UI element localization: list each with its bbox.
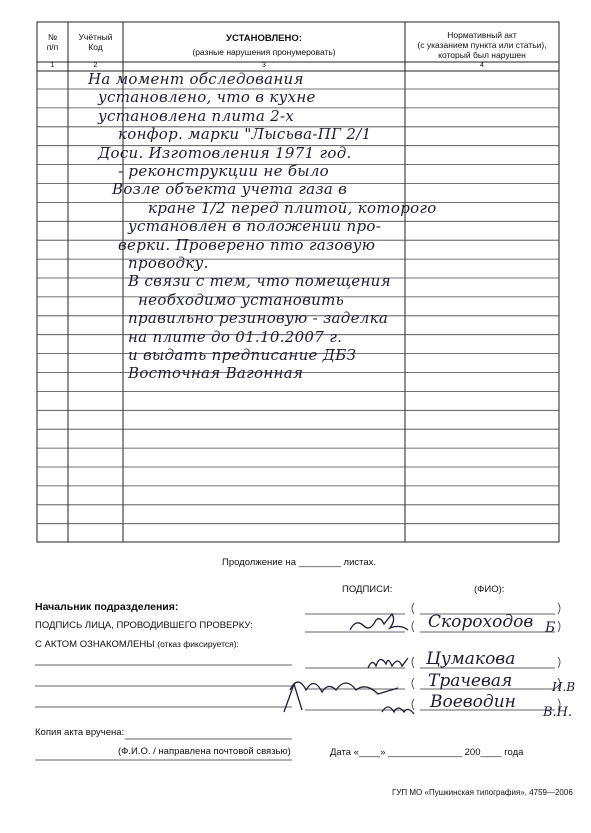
continuation-note: Продолжение на ________ листах. — [222, 557, 377, 568]
signature-initial-2: И.В — [552, 680, 576, 694]
handwritten-line: верки. Проверено пто газовую — [118, 235, 376, 254]
handwritten-line: - реконструкции не было — [118, 162, 330, 180]
fio-label: (ФИО): — [474, 584, 505, 595]
copy-handed-label: Копия акта вручена: — [35, 727, 125, 738]
colnum-2: 2 — [93, 62, 98, 69]
signature-1 — [350, 614, 408, 630]
signature-name-3: Трачевая — [428, 671, 513, 691]
head-of-division-label: Начальник подразделения: — [35, 601, 179, 613]
signature-initial-3: В.Н. — [543, 705, 573, 720]
signature-4 — [382, 707, 414, 714]
handwritten-line: проводку. — [128, 254, 209, 272]
handwritten-line: конфор. марки "Лысьва-ПГ 2/1 — [118, 125, 372, 144]
handwritten-line: правильно резиновую - заделка — [128, 309, 389, 328]
handwritten-line: В связи с тем, что помещения — [128, 272, 391, 291]
signature-name-1: Скороходов — [428, 612, 534, 632]
handwritten-line: Доси. Изготовления 1971 год. — [98, 143, 352, 162]
handwritten-line: и выдать предписание ДБЗ — [128, 346, 357, 364]
handwritten-line: на плите до 01.10.2007 г. — [128, 327, 343, 346]
handwritten-line: установлен в положении про- — [128, 217, 382, 236]
printer-imprint: ГУП МО «Пушкинская типография». 4759—2006 — [392, 788, 573, 797]
handwritten-line: установлено, что в кухне — [98, 88, 316, 107]
handwritten-line: На момент обследования — [88, 70, 304, 88]
handwritten-line: кране 1/2 перед плитой, которого — [148, 198, 437, 217]
mailed-note: (Ф.И.О. / направлена почтовой связью) — [118, 746, 291, 757]
col-act-header-text: Нормативный акт (с указанием пункта или статьи), который был нарушен — [417, 30, 547, 60]
signature-initial-1: Б — [545, 620, 556, 636]
signature-scribbles — [284, 614, 414, 714]
col-found-subtitle: (разные нарушения пронумеровать) — [192, 47, 336, 57]
signature-name-2: Цумакова — [426, 649, 516, 669]
handwritten-line: установлена плита 2-х — [98, 106, 295, 125]
col-code-header-text: Учётный Код — [78, 32, 113, 52]
signature-name-4: Воеводин — [430, 692, 516, 712]
col-found-title: УСТАНОВЛЕНО: — [226, 33, 302, 44]
acknowledged-text: С АКТОМ ОЗНАКОМЛЕНЫ — [35, 639, 155, 650]
inspector-signature-label: ПОДПИСЬ ЛИЦА, ПРОВОДИВШЕГО ПРОВЕРКУ: — [35, 620, 253, 631]
handwritten-line: Восточная Вагонная — [128, 364, 304, 383]
signature-2 — [368, 658, 408, 668]
signature-5 — [284, 684, 302, 712]
colnum-3: 3 — [262, 62, 266, 69]
colnum-4: 4 — [480, 62, 484, 69]
refusal-note: (отказ фиксируется): — [157, 639, 239, 649]
colnum-1: 1 — [50, 62, 55, 69]
signatures-label: ПОДПИСИ: — [342, 584, 393, 595]
signature-3 — [290, 682, 398, 694]
handwritten-line: необходимо установить — [138, 290, 345, 309]
col-number-header-text: № п/п — [46, 32, 59, 52]
date-field: Дата «____» ______________ 200____ года — [330, 747, 524, 758]
handwritten-line: Возле объекта учета газа в — [112, 180, 348, 199]
